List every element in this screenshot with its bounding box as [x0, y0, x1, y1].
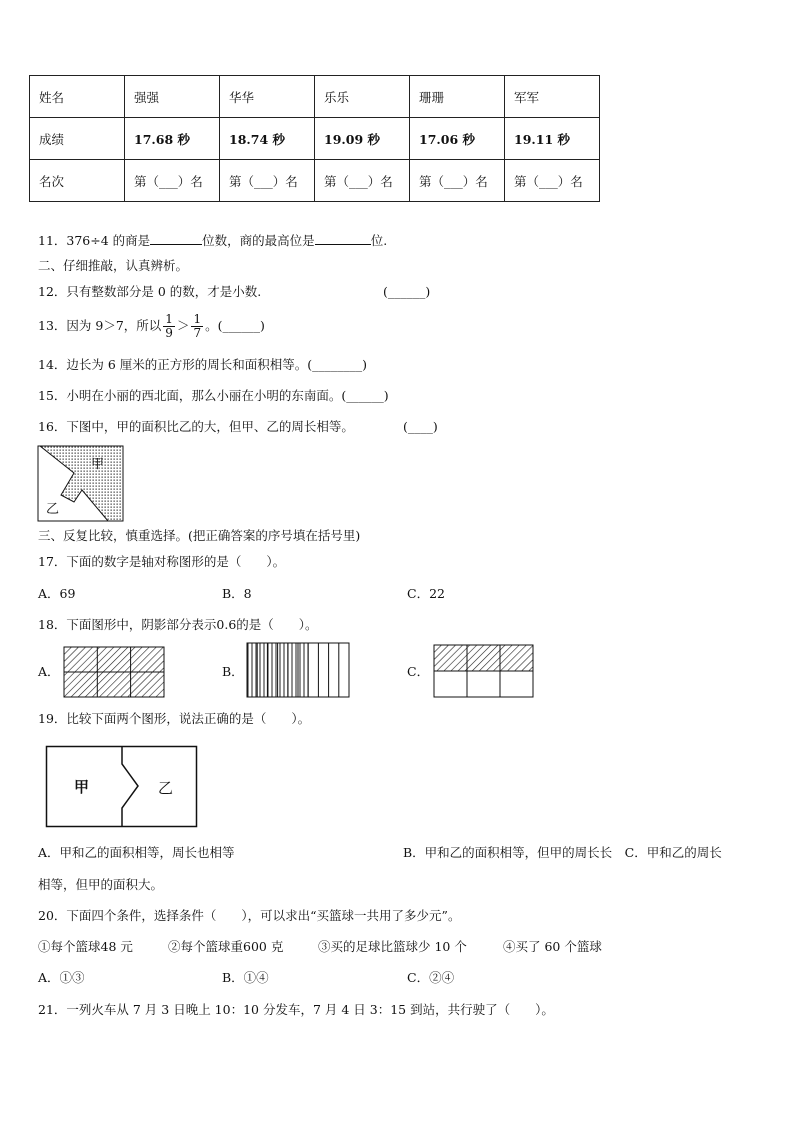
fraction-1-9 — [163, 313, 175, 340]
question-21: 21．一列火车从 7 月 3 日晚上 10：10 分发车，7 月 4 日 3：15 到站，共行驶了（ ）。 — [38, 1002, 554, 1017]
table-row — [30, 76, 600, 118]
q18-figure-b — [247, 643, 350, 698]
section-2-heading: 二、仔细推敲，认真辨析。 — [38, 258, 189, 273]
q20-option-c[interactable]: C．②④ — [407, 970, 455, 985]
q20-condition-1: ①每个篮球48 元 — [38, 939, 133, 954]
table-cell: 第（___）名 — [505, 160, 600, 202]
table-cell: 第（___）名 — [410, 160, 505, 202]
q13-answer-paren[interactable]: 。(______) — [205, 318, 265, 333]
q12-answer-paren[interactable]: (______) — [383, 284, 431, 299]
q18-option-b[interactable]: B． — [222, 664, 244, 679]
table-cell: 军军 — [505, 76, 600, 118]
q19-option-c-cont: 相等，但甲的面积大。 — [38, 877, 164, 892]
question-20: 20．下面四个条件，选择条件（ ），可以求出“买篮球一共用了多少元”。 — [38, 908, 461, 923]
q13-text: 13．因为 9＞7，所以 — [38, 318, 162, 333]
q11-blank-2[interactable] — [315, 232, 371, 245]
question-11 — [38, 232, 387, 249]
score-table — [29, 75, 600, 202]
fraction-numerator: 1 — [193, 311, 202, 326]
table-cell: 第（___）名 — [315, 160, 410, 202]
q16-answer-paren[interactable]: (____) — [403, 419, 438, 434]
table-row — [30, 118, 600, 160]
q20-condition-3: ③买的足球比篮球少 10 个 — [318, 939, 467, 954]
q17-option-c[interactable]: C．22 — [407, 586, 445, 601]
q11-text-a: 11．376÷4 的商是 — [38, 233, 151, 248]
fraction-1-7 — [191, 313, 203, 340]
q17-option-a[interactable]: A．69 — [38, 586, 76, 601]
table-cell: 乐乐 — [315, 76, 410, 118]
question-16: 16．下图中，甲的面积比乙的大，但甲、乙的周长相等。 — [38, 419, 354, 434]
table-cell: 18.74 秒 — [220, 118, 315, 160]
q18-figure-c — [434, 645, 534, 698]
table-cell: 19.11 秒 — [505, 118, 600, 160]
fraction-denominator: 9 — [165, 325, 173, 340]
question-12: 12．只有整数部分是 0 的数，才是小数. — [38, 284, 262, 299]
q13-gt: ＞ — [176, 318, 190, 333]
q20-condition-4: ④买了 60 个篮球 — [503, 939, 602, 954]
q20-option-b[interactable]: B．①④ — [222, 970, 269, 985]
q19-label-jia: 甲 — [74, 779, 90, 796]
question-13 — [38, 312, 265, 340]
fraction-denominator: 7 — [193, 325, 202, 340]
table-cell: 强强 — [125, 76, 220, 118]
question-18: 18．下面图形中，阴影部分表示0.6的是（ ）。 — [38, 617, 318, 632]
table-cell: 珊珊 — [410, 76, 505, 118]
q20-option-a[interactable]: A．①③ — [38, 970, 85, 985]
q20-condition-2: ②每个篮球重600 克 — [168, 939, 284, 954]
q19-label-yi: 乙 — [158, 780, 174, 797]
q17-option-b[interactable]: B．8 — [222, 586, 252, 601]
q18-figure-a — [64, 647, 165, 698]
q19-figure — [46, 746, 198, 828]
question-19: 19．比较下面两个图形，说法正确的是（ ）。 — [38, 711, 311, 726]
table-cell: 19.09 秒 — [315, 118, 410, 160]
table-row — [30, 160, 600, 202]
question-15: 15．小明在小丽的西北面，那么小丽在小明的东南面。(______) — [38, 388, 389, 403]
table-cell: 17.68 秒 — [125, 118, 220, 160]
q16-label-yi: 乙 — [46, 501, 60, 516]
q18-option-a[interactable]: A． — [38, 664, 60, 679]
table-row-label: 成绩 — [30, 118, 125, 160]
q11-text-b: 位数，商的最高位是 — [202, 233, 315, 248]
q19-option-a[interactable]: A．甲和乙的面积相等，周长也相等 — [38, 845, 235, 860]
q18-option-c[interactable]: C． — [407, 664, 430, 679]
q11-text-c: 位. — [370, 233, 388, 248]
table-cell: 第（___）名 — [125, 160, 220, 202]
q11-blank-1[interactable] — [150, 232, 202, 245]
question-14: 14．边长为 6 厘米的正方形的周长和面积相等。(________) — [38, 357, 368, 372]
q19-option-bc[interactable]: B．甲和乙的面积相等，但甲的周长长 C．甲和乙的周长 — [403, 845, 722, 860]
table-cell: 17.06 秒 — [410, 118, 505, 160]
fraction-numerator: 1 — [165, 311, 173, 326]
q16-label-jia: 甲 — [91, 456, 105, 471]
table-cell: 第（___）名 — [220, 160, 315, 202]
q16-figure — [38, 446, 124, 522]
table-row-label: 名次 — [30, 160, 125, 202]
question-17: 17．下面的数字是轴对称图形的是（ ）。 — [38, 554, 286, 569]
section-3-heading: 三、反复比较，慎重选择。(把正确答案的序号填在括号里) — [38, 528, 361, 543]
table-cell: 华华 — [220, 76, 315, 118]
table-row-label: 姓名 — [30, 76, 125, 118]
